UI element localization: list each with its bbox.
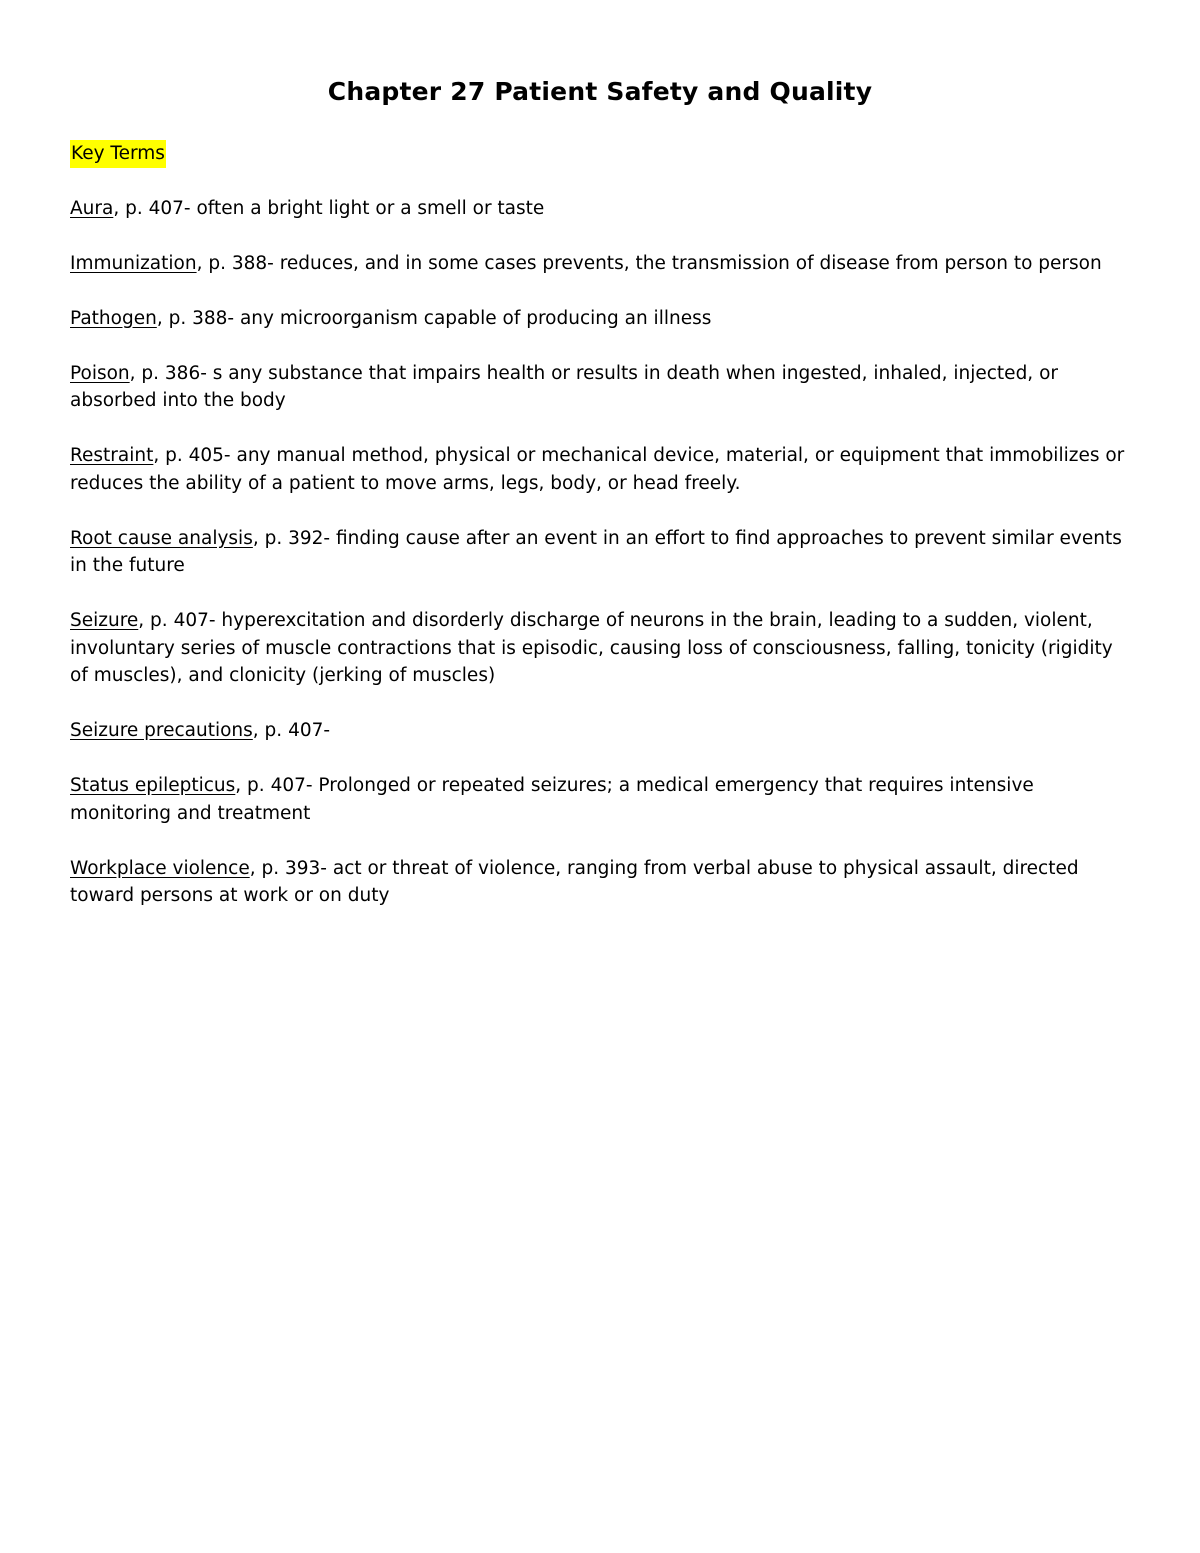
page-title: Chapter 27 Patient Safety and Quality [327, 77, 873, 106]
term-name: Restraint [70, 445, 154, 466]
term-entry [70, 250, 1132, 278]
term-entry [70, 442, 1132, 497]
term-definition: , p. 407- Prolonged or repeated seizures; a medical emergency that requires intensive monitoring and treatment [70, 775, 1034, 824]
section-label-wrap [70, 140, 1132, 168]
term-definition: , p. 393- act or threat of violence, ranging from verbal abuse to physical assault, directed toward persons at work or on duty [70, 857, 1079, 906]
term-definition: , p. 386- s any substance that impairs health or results in death when ingested, inhaled, injected, or absorbed into the body [70, 362, 1058, 411]
term-name: Aura [70, 197, 114, 219]
term-definition: , p. 407- often a bright light or a smell or taste [113, 197, 545, 219]
term-entry [70, 525, 1132, 580]
term-name: Status epilepticus [70, 775, 236, 796]
term-name: Seizure [70, 610, 139, 631]
term-definition: , p. 388- any microorganism capable of producing an illness [156, 307, 712, 329]
term-entry [70, 607, 1132, 690]
term-entry [70, 772, 1132, 827]
term-name: Poison [70, 362, 130, 384]
term-definition: , p. 405- any manual method, physical or mechanical device, material, or equipment that immobilizes or reduces the ability of a patient to move arms, legs, body, or head freely. [70, 445, 1125, 494]
term-name: Immunization [70, 252, 197, 274]
term-name: Workplace violence [70, 857, 250, 879]
term-entry [70, 305, 1132, 333]
term-definition: , p. 407- hyperexcitation and disorderly discharge of neurons in the brain, leading to a sudden, violent, involuntary series of muscle contractions that is episodic, causing loss of consciousness, falling, tonicity (rigidity of muscles), and clonicity (jerking of muscles) [70, 610, 1113, 686]
term-entry [70, 360, 1132, 415]
key-terms-heading: Key Terms [70, 140, 166, 168]
term-name: Seizure precautions [70, 720, 253, 741]
term-entry [70, 195, 1132, 223]
term-name: Pathogen [70, 307, 157, 329]
term-entry [70, 717, 1132, 745]
term-name: Root cause analysis [70, 527, 253, 549]
term-definition: , p. 388- reduces, and in some cases prevents, the transmission of disease from person to person [196, 252, 1102, 274]
document-body [70, 140, 1132, 937]
term-definition: , p. 407- [252, 720, 331, 741]
term-definition: , p. 392- finding cause after an event in an effort to find approaches to prevent similar events in the future [70, 527, 1122, 576]
term-entry [70, 855, 1132, 910]
